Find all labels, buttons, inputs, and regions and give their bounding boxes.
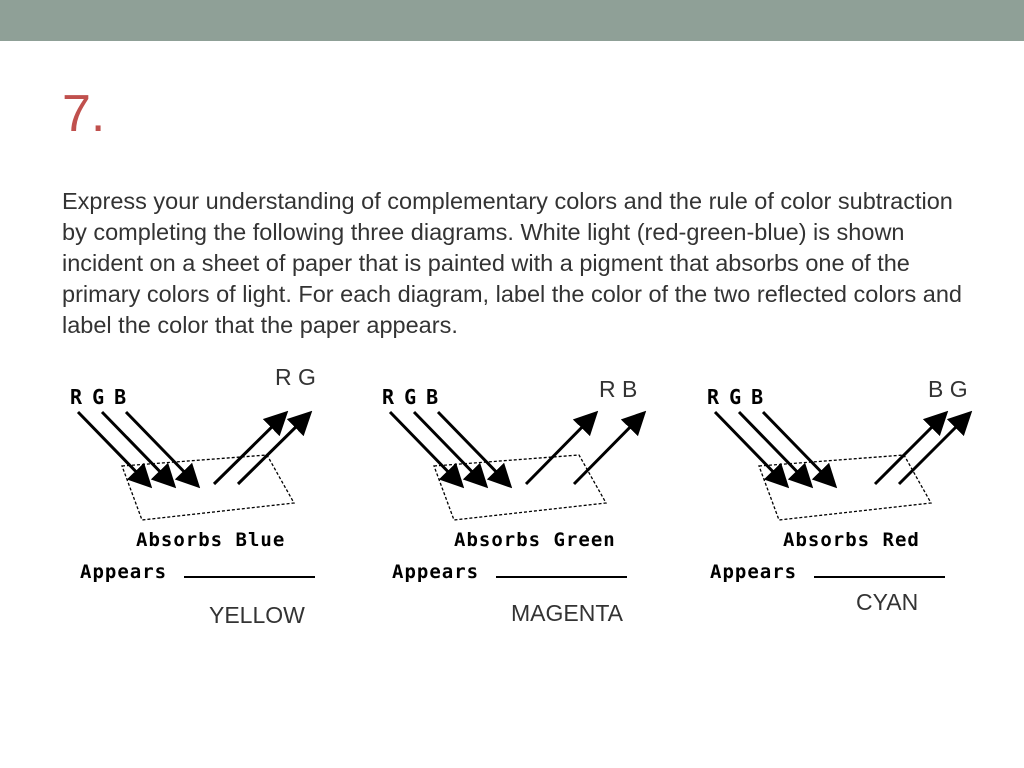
absorbs-label: Absorbs Green (454, 529, 616, 551)
paper-sheet (759, 455, 931, 520)
reflected-answer: R B (599, 376, 638, 402)
diagram-absorbs-red (699, 360, 1019, 640)
appears-label: Appears (80, 561, 168, 583)
reflected-answer: R G (275, 364, 316, 390)
diagram-absorbs-blue (62, 360, 382, 640)
appears-answer: MAGENTA (511, 600, 624, 626)
paper-sheet (122, 455, 294, 520)
paper-sheet (434, 455, 606, 520)
incident-label: R G B (707, 385, 764, 409)
appears-answer: CYAN (856, 589, 919, 615)
slide-number: 7. (62, 85, 106, 143)
incident-label: R G B (382, 385, 439, 409)
absorbs-label: Absorbs Blue (136, 529, 286, 551)
absorbs-label: Absorbs Red (783, 529, 920, 551)
diagram-absorbs-green (374, 360, 694, 640)
reflected-answer: B G (928, 376, 968, 402)
instructions-text: Express your understanding of complementary colors and the rule of color subtraction by completing the following three diagrams. White light (red-green-blue) is shown incident on a sheet of paper that is painted with a pigment that absorbs one of the primary colors of light. For each diagram, label the color of the two reflected colors and label the color that the paper appears. (62, 188, 962, 338)
appears-label: Appears (710, 561, 798, 583)
appears-label: Appears (392, 561, 480, 583)
incident-label: R G B (70, 385, 127, 409)
appears-answer: YELLOW (209, 602, 305, 628)
diagram-2-drawing (374, 360, 694, 640)
header-bar (0, 0, 1024, 41)
diagram-1-drawing (62, 360, 382, 640)
